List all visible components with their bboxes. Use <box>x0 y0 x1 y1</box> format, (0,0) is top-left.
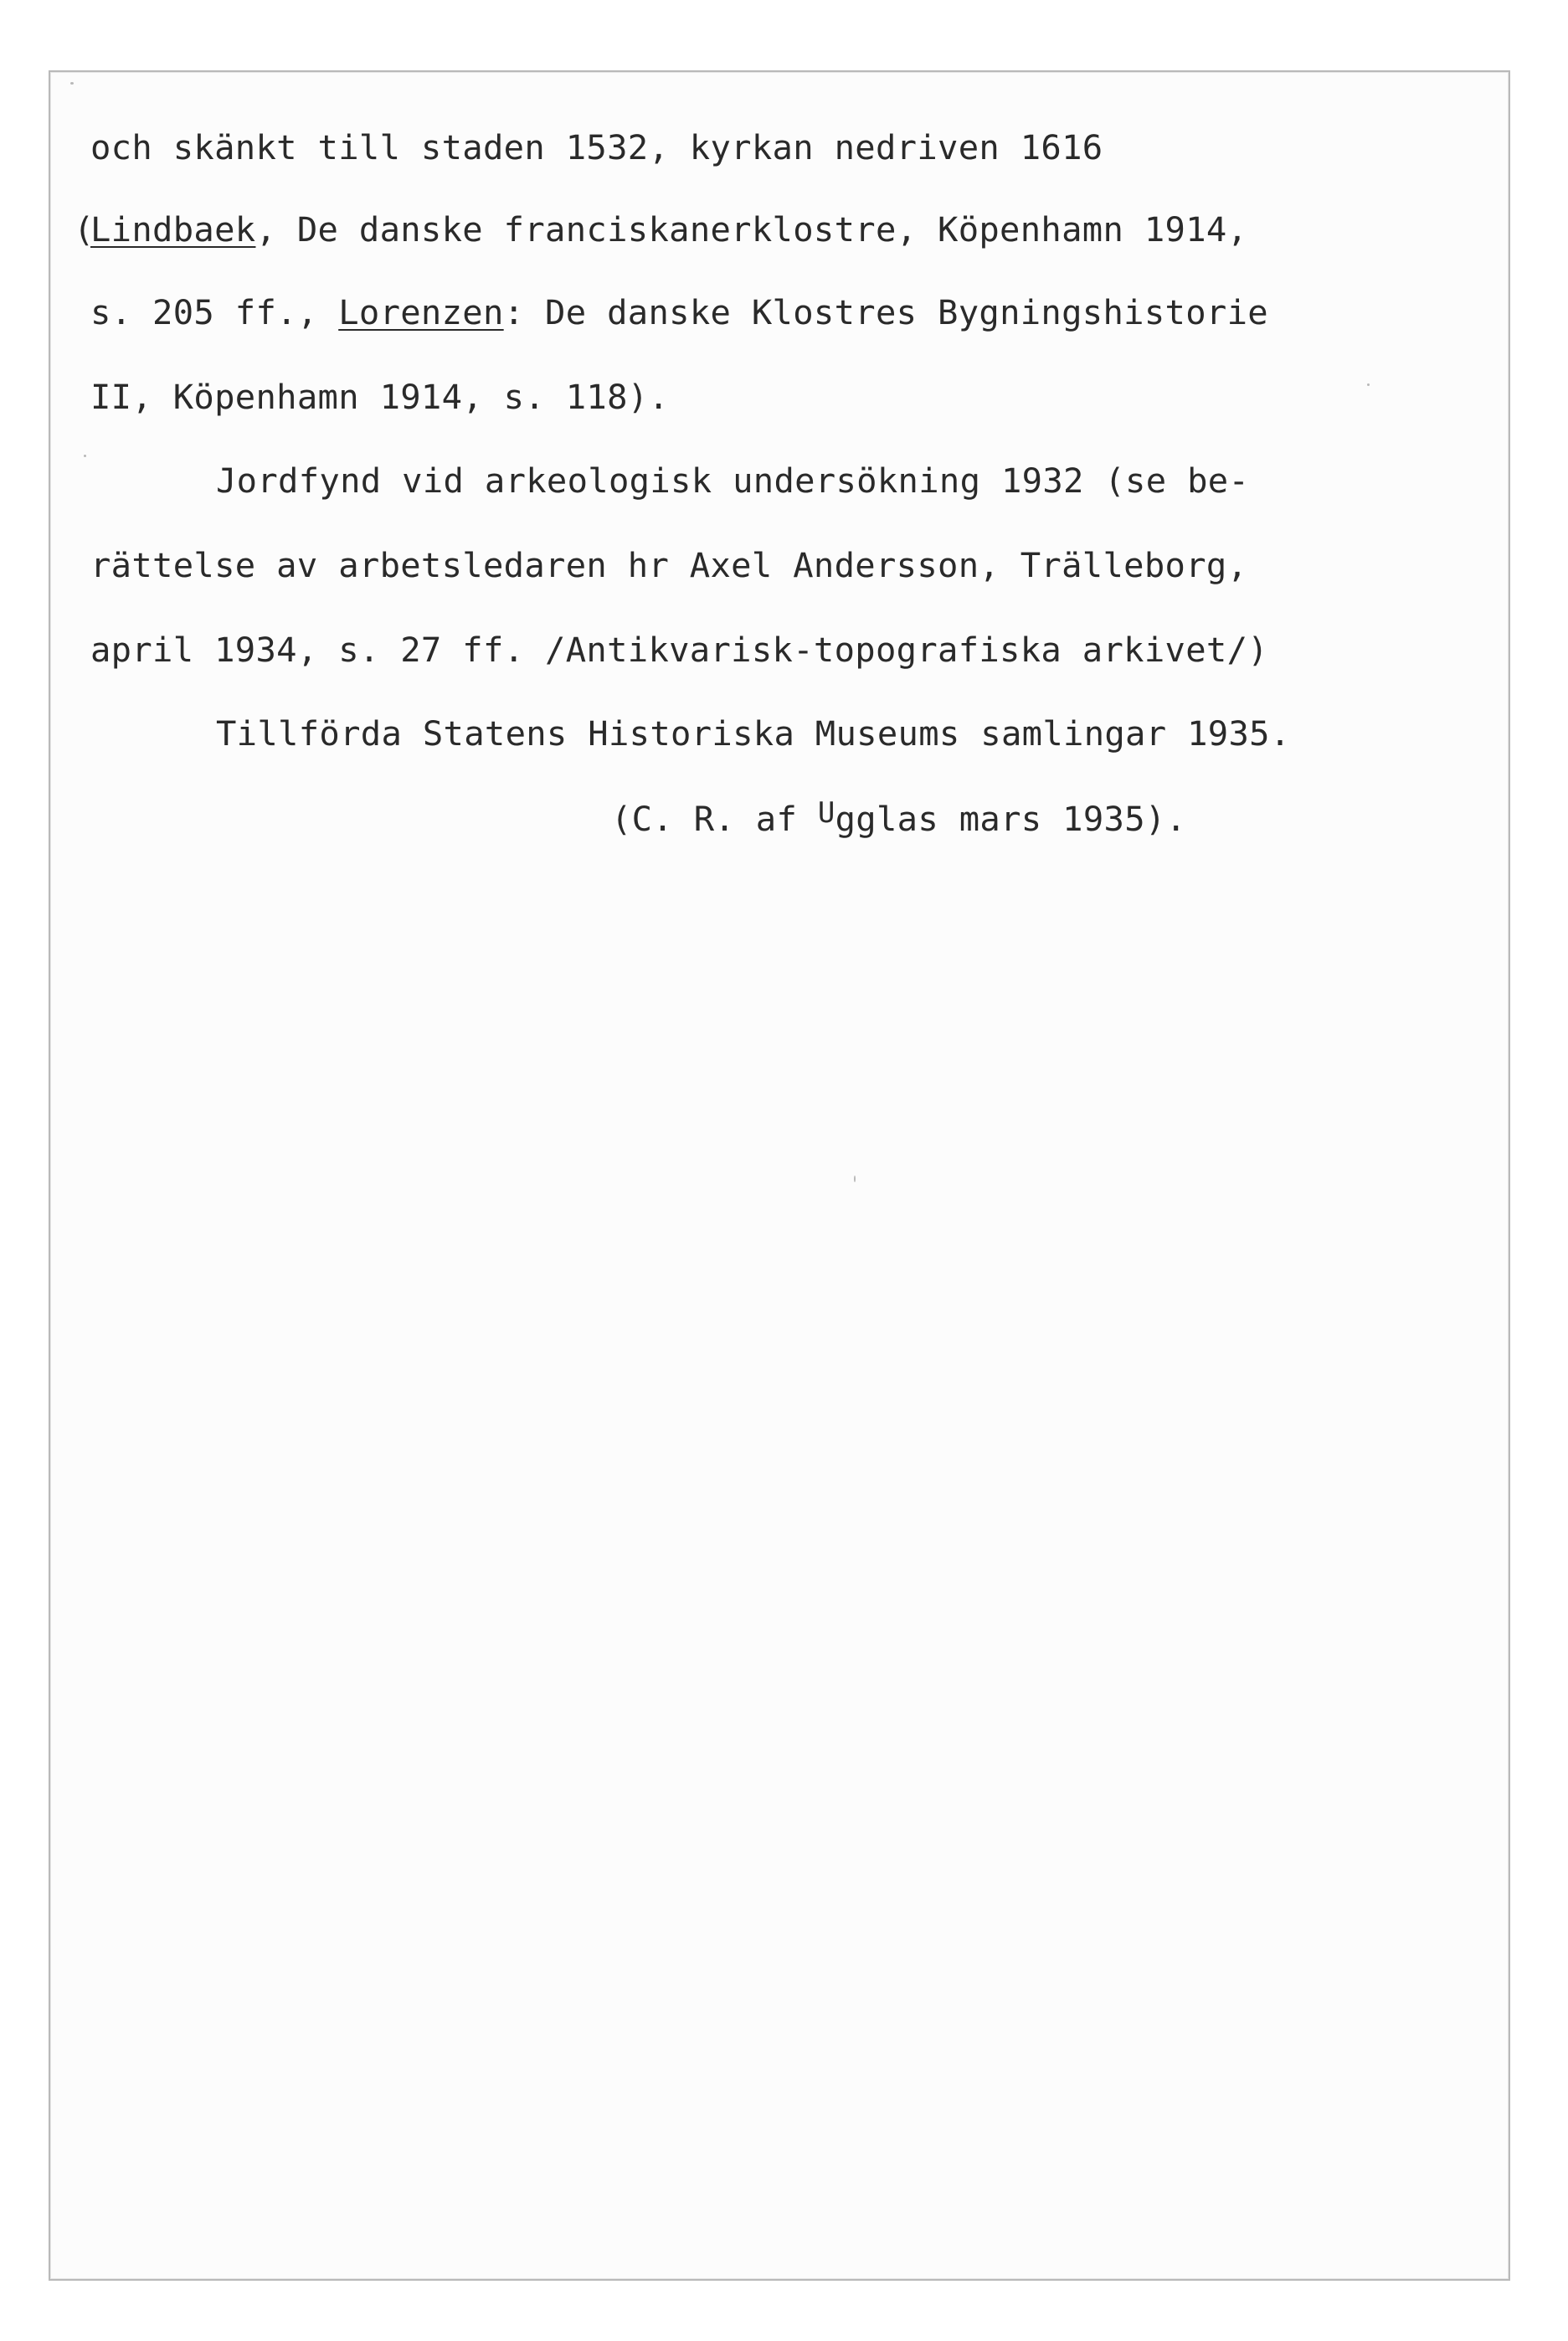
text-line-6: rättelse av arbetsledaren hr Axel Andersson, Trälleborg, <box>90 545 1248 585</box>
open-parenthesis: ( <box>74 209 95 250</box>
signature-rest: gglas mars 1935). <box>835 799 1187 839</box>
signature-start: (C. R. af <box>611 799 818 839</box>
paper-speck <box>84 455 86 457</box>
text-line-2 <box>74 206 1248 253</box>
text-line-5: Jordfynd vid arkeologisk undersökning 1932 (se be- <box>216 460 1250 501</box>
paper-speck <box>854 1176 856 1182</box>
author-lindbaek: Lindbaek <box>90 209 256 250</box>
paper-speck <box>70 82 74 85</box>
text-line-3-rest: : De danske Klostres Bygningshistorie <box>503 292 1268 332</box>
paper-speck <box>1367 383 1370 386</box>
text-line-2-rest: , De danske franciskanerklostre, Köpenhamn 1914, <box>255 209 1248 250</box>
author-lorenzen: Lorenzen <box>338 292 504 332</box>
text-line-1: och skänkt till staden 1532, kyrkan nedriven 1616 <box>90 127 1103 167</box>
text-line-4: II, Köpenhamn 1914, s. 118). <box>90 377 670 417</box>
signature-superscript: U <box>817 796 835 830</box>
signature-line <box>611 795 1186 842</box>
text-line-8: Tillförda Statens Historiska Museums samlingar 1935. <box>216 713 1291 754</box>
text-line-7: april 1934, s. 27 ff. /Antikvarisk-topografiska arkivet/) <box>90 630 1268 670</box>
text-line-3-start: s. 205 ff., <box>90 292 339 332</box>
text-line-3 <box>90 289 1268 336</box>
